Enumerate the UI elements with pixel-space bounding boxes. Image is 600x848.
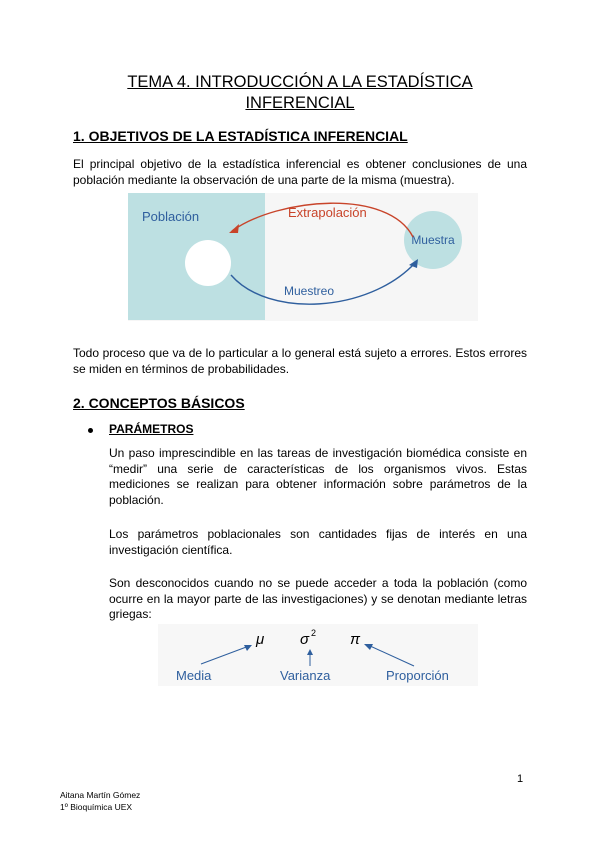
varianza-label: Varianza [280, 668, 331, 683]
section1-after: Todo proceso que va de lo particular a lo general está sujeto a errores. Estos errores se miden en términos de probabilidades. [73, 346, 527, 376]
footer-course: 1º Bioquímica UEX [60, 802, 133, 812]
section1-heading: 1. OBJETIVOS DE LA ESTADÍSTICA INFERENCIAL [73, 128, 408, 144]
sigma-exponent: 2 [311, 628, 317, 638]
parametros-paragraph-1: Un paso imprescindible en las tareas de investigación biomédica consiste en “medir” una serie de características de los organismos vivos. Estas mediciones se realizan para obtener información sobre parámetros de la población. [109, 446, 527, 507]
parametros-paragraph-2: Los parámetros poblacionales son cantidades fijas de interés en una investigación científica. [109, 527, 527, 557]
bullet-icon [88, 428, 93, 433]
section1-intro: El principal objetivo de la estadística inferencial es obtener conclusiones de una población mediante la observación de una parte de la misma (muestra). [73, 157, 527, 187]
parametros-paragraph-3: Son desconocidos cuando no se puede acceder a toda la población (como ocurre en la mayor parte de las investigaciones) y se denotan mediante letras griegas: [109, 576, 527, 621]
footer-author: Aitana Martín Gómez [60, 790, 141, 800]
title-line-2: INFERENCIAL [245, 94, 355, 112]
greek-symbols-figure [158, 624, 478, 686]
title-line-1: TEMA 4. INTRODUCCIÓN A LA ESTADÍSTICA [127, 73, 473, 91]
sigma-symbol: σ [300, 631, 310, 648]
muestra-label: Muestra [411, 233, 455, 247]
section2-heading: 2. CONCEPTOS BÁSICOS [73, 395, 245, 411]
population-sample-diagram [128, 193, 478, 321]
pi-symbol: π [350, 631, 361, 648]
mu-symbol: μ [256, 631, 265, 648]
poblacion-label: Población [142, 209, 200, 224]
parametros-heading: PARÁMETROS [109, 422, 194, 436]
muestreo-label: Muestreo [284, 284, 335, 298]
extrapolacion-label: Extrapolación [288, 205, 367, 220]
media-label: Media [176, 668, 212, 683]
proporcion-label: Proporción [386, 668, 449, 683]
page-number: 1 [517, 773, 524, 785]
document-title [60, 72, 540, 114]
sample-hole [185, 240, 231, 286]
